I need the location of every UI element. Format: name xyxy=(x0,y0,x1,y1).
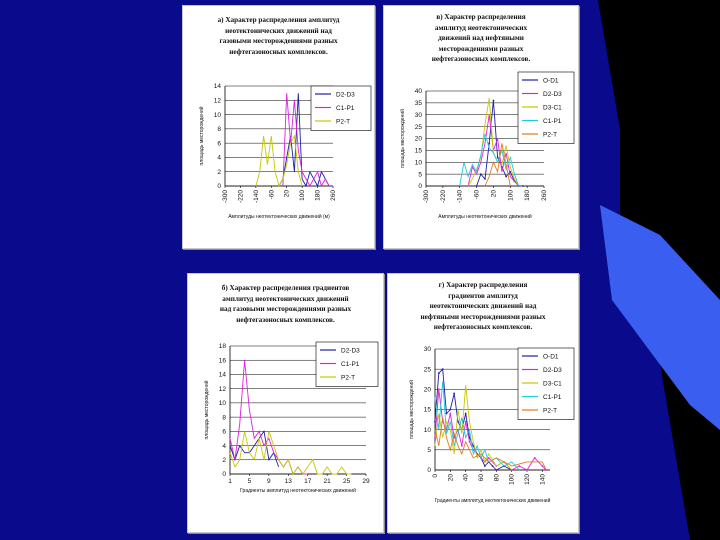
legend-label: C1-P1 xyxy=(336,104,355,112)
y-tick-label: 4 xyxy=(222,442,226,450)
chart-title-g: г) Характер распределения градиентов амплитуд неотектонических движений над нефтяными месторождениями разных нефтегазоносных комплексов. xyxy=(420,281,546,331)
x-tick-label: -300 xyxy=(423,190,430,204)
x-tick-label: -60 xyxy=(268,190,276,200)
x-tick-label: 0 xyxy=(432,474,439,478)
data-point xyxy=(469,441,471,443)
legend-label: D2-D3 xyxy=(543,90,562,98)
y-tick-label: 8 xyxy=(222,414,226,422)
x-tick-label: -220 xyxy=(439,190,447,204)
y-tick-label: 20 xyxy=(414,135,422,143)
x-tick-label: 140 xyxy=(539,474,547,485)
data-point xyxy=(526,469,528,471)
x-tick-label: 25 xyxy=(342,478,351,485)
legend-label: P2-T xyxy=(336,118,351,126)
x-tick-label: 29 xyxy=(362,478,370,485)
chart-title-b: б) Характер распределения градиентов амплитуд неотектонических движений над газовыми месторождениями разных нефтегазоносных комплексов. xyxy=(219,284,352,324)
data-point xyxy=(442,368,444,370)
x-axis-label: Градиенты амплитуд неотектонических движений xyxy=(434,498,551,504)
y-tick-label: 12 xyxy=(213,97,221,105)
x-tick-label: 20 xyxy=(490,190,498,198)
x-tick-label: 5 xyxy=(247,478,252,485)
y-tick-label: 5 xyxy=(418,171,422,179)
x-tick-label: 120 xyxy=(524,474,531,485)
chart-panel-a xyxy=(182,5,375,249)
y-tick-label: 0 xyxy=(427,467,431,475)
x-axis-label: Амплитуды неотектонических движений (м) xyxy=(228,214,330,220)
chart-a xyxy=(183,6,374,248)
legend-label: P2-T xyxy=(543,407,558,415)
y-tick-label: 0 xyxy=(222,471,226,479)
legend-label: D3-C1 xyxy=(543,380,562,388)
y-axis-label: площадь месторождений xyxy=(400,109,406,168)
data-point xyxy=(449,409,451,411)
y-tick-label: 16 xyxy=(218,357,226,365)
x-tick-label: 40 xyxy=(462,474,470,482)
y-tick-label: 15 xyxy=(414,147,422,155)
data-point xyxy=(453,392,455,394)
x-tick-label: 80 xyxy=(493,474,501,482)
legend-label: D2-D3 xyxy=(341,347,360,355)
chart-g xyxy=(388,274,578,532)
chart-title-a: а) Характер распределения амплитуд неотектонических движений над газовыми месторождениями разных нефтегазоносных комплексов. xyxy=(217,16,340,56)
x-tick-label: 260 xyxy=(541,190,548,201)
x-tick-label: 13 xyxy=(284,478,292,485)
x-axis-label: Градиенты амплитуд неотектонических движений xyxy=(240,488,356,494)
legend-label: C1-P1 xyxy=(543,117,562,125)
y-tick-label: 5 xyxy=(427,447,431,455)
x-tick-label: -220 xyxy=(237,190,245,204)
y-tick-label: 10 xyxy=(213,111,221,119)
x-tick-label: 21 xyxy=(323,478,331,485)
y-tick-label: 20 xyxy=(423,386,431,394)
x-tick-label: -140 xyxy=(252,190,260,204)
y-tick-label: 10 xyxy=(414,159,422,167)
data-point xyxy=(492,465,494,467)
chart-v xyxy=(384,6,578,248)
y-tick-label: 40 xyxy=(414,88,422,96)
y-tick-label: 0 xyxy=(217,183,221,191)
y-tick-label: 0 xyxy=(418,183,422,191)
legend-label: D2-D3 xyxy=(336,91,355,99)
y-axis-label: площадь месторождений xyxy=(199,106,205,166)
legend-label: D3-C1 xyxy=(543,104,562,112)
x-axis-label: Амплитуды неотектонических движений xyxy=(438,214,532,220)
y-tick-label: 35 xyxy=(414,100,422,108)
data-point xyxy=(484,465,486,467)
y-tick-label: 6 xyxy=(222,428,226,436)
legend-label: O-D1 xyxy=(543,353,559,361)
x-tick-label: 260 xyxy=(330,190,337,201)
x-tick-label: 20 xyxy=(447,474,455,482)
data-point xyxy=(438,372,440,374)
data-point xyxy=(534,457,536,459)
y-tick-label: 10 xyxy=(218,400,226,408)
y-tick-label: 12 xyxy=(218,385,226,393)
data-point xyxy=(541,465,543,467)
y-tick-label: 2 xyxy=(222,456,226,464)
data-point xyxy=(488,142,490,144)
series-line-p2-t xyxy=(435,418,546,470)
legend-label: P2-T xyxy=(543,131,558,139)
legend-label: C1-P1 xyxy=(543,393,562,401)
y-tick-label: 2 xyxy=(217,168,221,176)
y-tick-label: 25 xyxy=(423,366,431,374)
chart-title-v: в) Характер распределения амплитуд неотектонических движений над нефтяными месторождениями разных нефтегазоносных комплексов. xyxy=(431,13,531,63)
y-tick-label: 18 xyxy=(218,343,226,351)
legend-label: O-D1 xyxy=(543,77,559,85)
y-tick-label: 6 xyxy=(217,140,221,148)
y-tick-label: 30 xyxy=(423,346,431,354)
data-point xyxy=(461,445,463,447)
x-tick-label: 100 xyxy=(299,190,307,201)
legend-label: C1-P1 xyxy=(341,360,360,368)
y-axis-label: площадь месторождений xyxy=(409,380,415,439)
x-tick-label: 100 xyxy=(508,474,516,485)
x-tick-label: 17 xyxy=(304,478,312,485)
x-tick-label: -300 xyxy=(222,190,229,204)
data-point xyxy=(518,465,520,467)
chart-panel-v xyxy=(383,5,579,249)
chart-b xyxy=(188,274,383,532)
data-point xyxy=(449,413,451,415)
data-point xyxy=(497,157,499,159)
data-point xyxy=(522,185,524,187)
y-tick-label: 8 xyxy=(217,126,221,134)
y-tick-label: 30 xyxy=(414,111,422,119)
legend-label: P2-T xyxy=(341,374,356,382)
x-tick-label: 180 xyxy=(314,190,322,201)
y-tick-label: 4 xyxy=(217,154,221,162)
data-point xyxy=(480,173,482,175)
x-tick-label: 100 xyxy=(507,190,515,201)
data-point xyxy=(493,100,495,102)
chart-panel-g xyxy=(387,273,579,533)
y-tick-label: 14 xyxy=(218,371,226,379)
data-point xyxy=(465,421,467,423)
x-tick-label: 9 xyxy=(267,478,271,485)
data-point xyxy=(438,388,440,390)
legend-label: D2-D3 xyxy=(543,366,562,374)
y-tick-label: 10 xyxy=(423,426,431,434)
data-point xyxy=(495,469,497,471)
data-point xyxy=(484,178,486,180)
x-tick-label: 180 xyxy=(524,190,532,201)
x-tick-label: 1 xyxy=(228,478,232,485)
data-point xyxy=(465,413,467,415)
data-point xyxy=(505,176,507,178)
x-tick-label: 20 xyxy=(283,190,291,198)
data-point xyxy=(446,413,448,415)
y-tick-label: 15 xyxy=(423,406,431,414)
y-axis-label: площадь месторождений xyxy=(204,380,210,440)
y-tick-label: 25 xyxy=(414,123,422,131)
chart-panel-b xyxy=(187,273,384,533)
data-point xyxy=(434,421,436,423)
series-line-o-d1 xyxy=(435,369,512,470)
data-point xyxy=(476,185,478,187)
x-tick-label: 60 xyxy=(478,474,485,482)
x-tick-label: -60 xyxy=(473,190,481,200)
x-tick-label: -140 xyxy=(456,190,464,204)
y-tick-label: 14 xyxy=(213,83,221,91)
